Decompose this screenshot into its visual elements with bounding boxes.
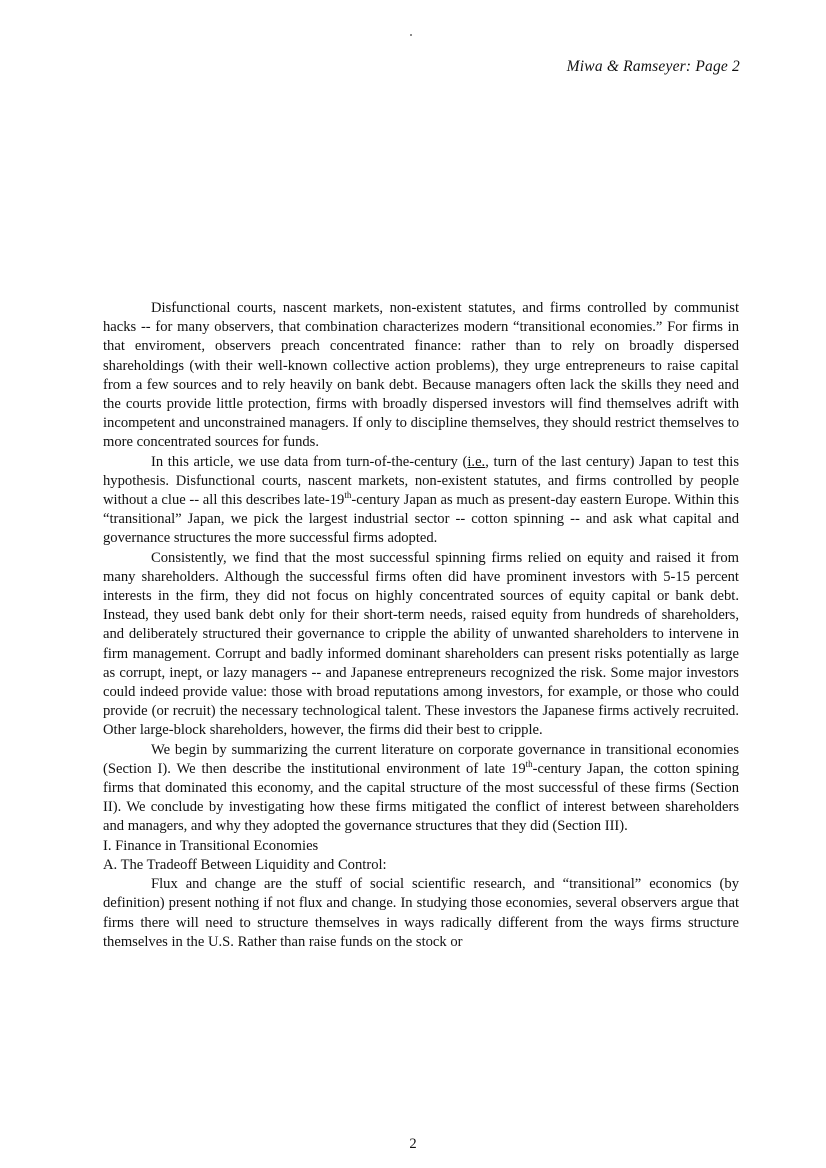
subsection-heading: A. The Tradeoff Between Liquidity and Control: <box>103 856 387 873</box>
paragraph-2-superscript: th <box>344 490 352 501</box>
paragraph-2-text-b: , turn of the last century) Japan to test this hypothesis. Disfunctional courts, nascent markets, non-existent statutes, and firms controlled by people without a clue -- all this describes late-19 <box>103 453 740 509</box>
paragraph-4-superscript: th <box>525 759 533 770</box>
paragraph-2-text-a: In this article, we use data from turn-of-the-century ( <box>151 453 468 470</box>
scan-speck <box>410 34 412 36</box>
paragraph-4-text-b: -century Japan, the cotton spining firms that dominated this economy, and the capital structure of the most successful of these firms (Section II). We conclude by investigating how these firms mitigated the conflict of interest between shareholders and managers, and why they adopted the governance structures that they did (Section III). <box>103 760 739 835</box>
running-head: Miwa & Ramseyer: Page 2 <box>566 58 740 75</box>
paragraph-2-ie: i.e. <box>467 453 486 470</box>
paragraph-4-text-a: We begin by summarizing the current literature on corporate governance in transitional economies (Section I). We then describe the institutional environment of late 19 <box>103 741 739 777</box>
article-body <box>103 299 739 952</box>
paragraph-2-text-c: -century Japan as much as present-day eastern Europe. Within this “transitional” Japan, we pick the largest industrial sector -- cotton spinning -- and ask what capital and governance structures the more successful firms adopted. <box>103 492 739 547</box>
paragraph-2 <box>103 453 739 549</box>
page-number: 2 <box>409 1136 417 1152</box>
paragraph-4 <box>103 741 739 837</box>
paragraph-1: Disfunctional courts, nascent markets, non-existent statutes, and firms controlled by communist hacks -- for many observers, that combination characterizes modern “transitional economies.” For firms in that enviroment, observers preach concentrated finance: rather than to rely on broadly dispersed shareholdings (with their well-known collective action problems), they urge entrepreneurs to raise capital from a few sources and to rely heavily on bank debt. Because managers often lack the skills they need and the courts provide little protection, firms with broadly dispersed investors will find themselves adrift with incompetent and unconstrained managers. If only to discipline themselves, they should restrict themselves to more concentrated sources for funds. <box>103 300 739 451</box>
section-heading: I. Finance in Transitional Economies <box>103 837 319 854</box>
paragraph-5: Flux and change are the stuff of social scientific research, and “transitional” economics (by definition) present nothing if not flux and change. In studying those economies, several observers argue that firms there will need to structure themselves in ways radically different from the ways firms structure themselves in the U.S. Rather than raise funds on the stock or <box>103 876 739 950</box>
paragraph-3: Consistently, we find that the most successful spinning firms relied on equity and raised it from many shareholders. Although the successful firms often did have prominent investors with 5-15 percent interests in the firm, they did not focus on highly concentrated sources of equity capital or bank debt. Instead, they used bank debt only for their short-term needs, raised equity from hundreds of shareholders, and deliberately structured their governance to cripple the ability of unwanted shareholders to intervene in firm management. Corrupt and badly informed dominant shareholders can present risks potentially as large as corrupt, inept, or lazy managers -- and Japanese entrepreneurs recognized the risk. Some major investors could indeed provide value: those with broad reputations among investors, for example, or those who could provide (or recruit) the necessary technological talent. These investors the Japanese firms actively recruited. Other large-block shareholders, however, the firms did their best to cripple. <box>103 549 739 739</box>
